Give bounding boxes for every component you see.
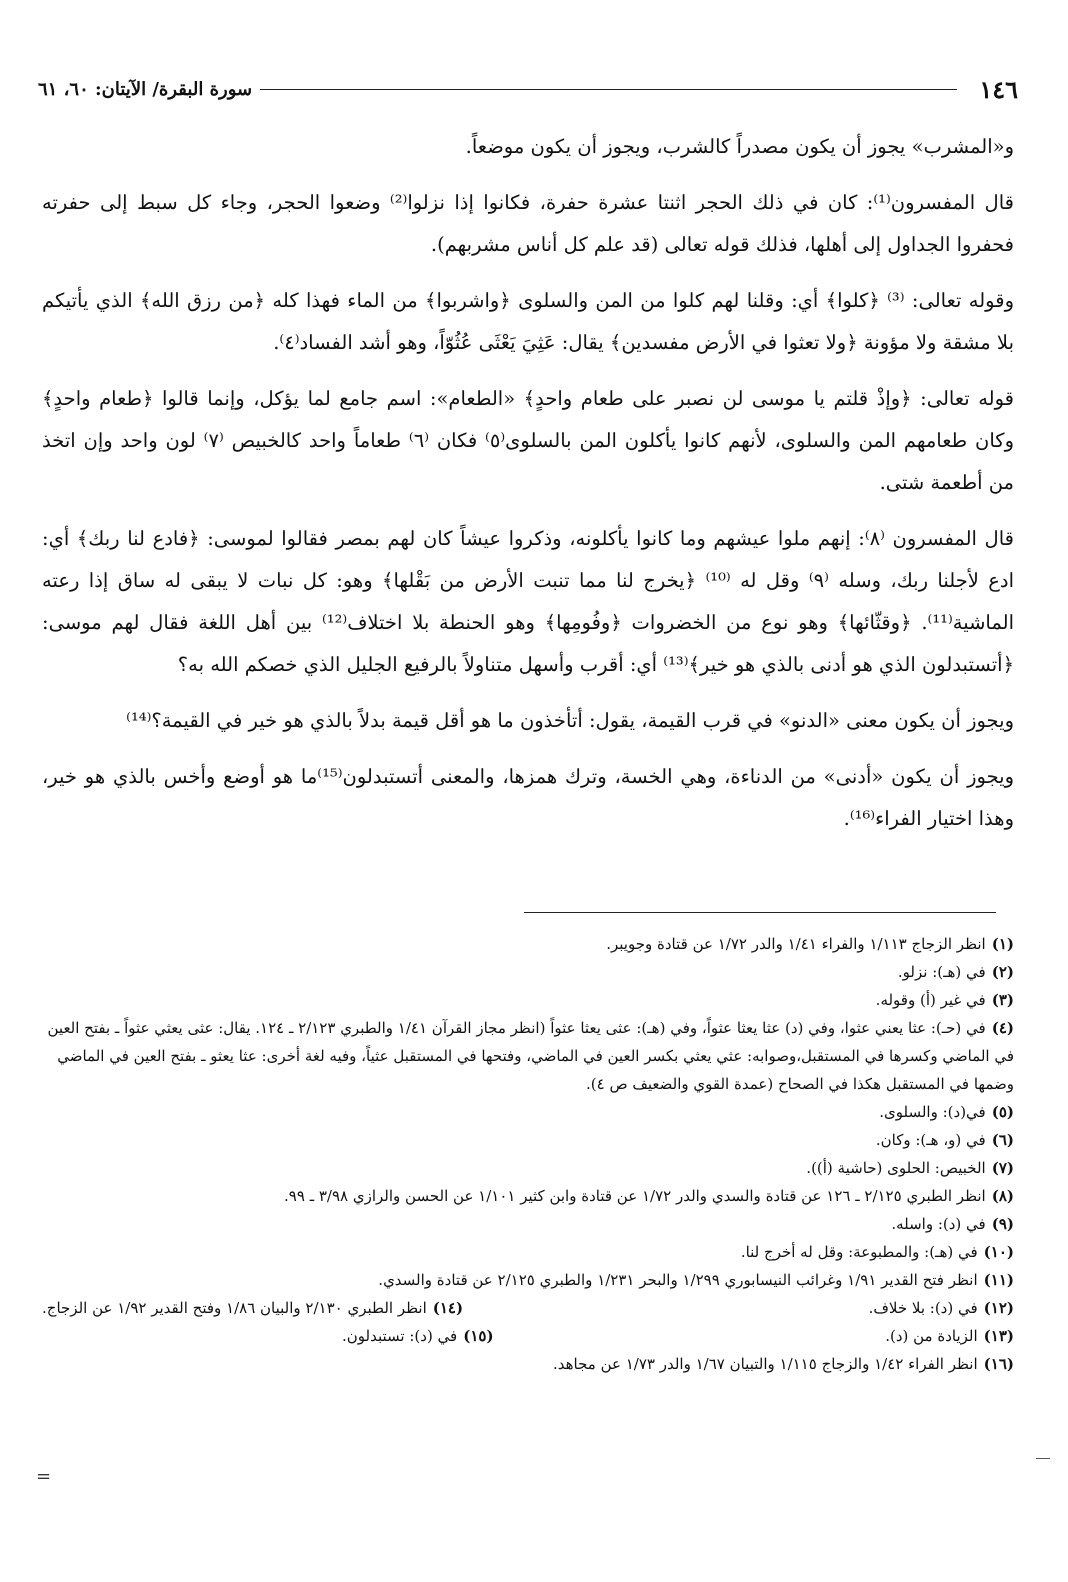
footnote-number: (٢) <box>991 963 1014 981</box>
header-rule <box>260 89 957 90</box>
footnote-separator <box>524 912 996 913</box>
footnote-number: (١) <box>991 935 1014 953</box>
footnote <box>42 986 1014 1014</box>
footnote-number: (٤) <box>991 1019 1014 1037</box>
footnote <box>342 1322 494 1350</box>
footnote-text: في (و، هـ): وكان. <box>875 1131 986 1149</box>
footnote <box>42 958 1014 986</box>
footnote-text: في(د): والسلوى. <box>879 1103 986 1121</box>
footnote <box>42 1210 1014 1238</box>
footnote-number: (٩) <box>991 1215 1014 1233</box>
footnote <box>885 1322 1014 1350</box>
paragraph: وقوله تعالى: ⁽³⁾ ﴿كلوا﴾ أي: وقلنا لهم كلوا من المن والسلوى ﴿واشربوا﴾ من الماء فهذا كله ﴿من رزق الله﴾ الذي يأتيكم بلا مشقة ولا مؤونة ﴿ولا تعثوا في الأرض مفسدين﴾ يقال: عَثِيَ يَعْثَى عُثُوّاً، وهو أشد الفساد⁽٤⁾. <box>42 289 1014 354</box>
footnote-text: انظر الطبري ٢/١٣٠ والبيان ١/٨٦ وفتح القدير ١/٩٢ عن الزجاج. <box>42 1299 427 1317</box>
footnote-text: في (هـ): والمطبوعة: وقل له أخرج لنا. <box>740 1243 978 1261</box>
margin-mark: = <box>36 1466 52 1487</box>
footnote-text: في (د): بلا خلاف. <box>868 1299 978 1317</box>
footnote <box>42 930 1014 958</box>
footnote-number: (٦) <box>991 1131 1014 1149</box>
running-title: سورة البقرة/ الآيتان: ٦٠، ٦١ <box>38 78 253 100</box>
footnote <box>42 1266 1014 1294</box>
footnote <box>869 1294 1014 1322</box>
footnote <box>42 1014 1014 1098</box>
footnote-text: انظر الفراء ١/٤٢ والزجاج ١/١١٥ والتبيان ١/٦٧ والدر ١/٧٣ عن مجاهد. <box>552 1355 978 1373</box>
footnote <box>42 1126 1014 1154</box>
footnote-number: (١٦) <box>983 1355 1014 1373</box>
footnote-number: (٥) <box>991 1103 1014 1121</box>
footnote-text: في (هـ): نزلو. <box>897 963 986 981</box>
main-text <box>42 126 1014 854</box>
footnote-pair <box>42 1322 1014 1350</box>
footnote-number: (١٤) <box>432 1299 464 1317</box>
footnote <box>42 1350 1014 1378</box>
footnote <box>42 1182 1014 1210</box>
paragraph: ويجوز أن يكون «أدنى» من الدناءة، وهي الخسة، وترك همزها، والمعنى أتستبدلون⁽¹⁵⁾ما هو أوضع وأخس بالذي هو خير، وهذا اختيار الفراء⁽¹⁶⁾. <box>42 765 1015 830</box>
footnote-text: انظر الطبري ٢/١٢٥ ـ ١٢٦ عن قتادة والسدي والدر ١/٧٢ عن قتادة وابن كثير ١/١٠١ عن الحسن والرازي ٣/٩٨ ـ ٩٩. <box>284 1187 986 1205</box>
footnote-text: في (د): واسله. <box>891 1215 986 1233</box>
footnote-text: في (د): تستبدلون. <box>342 1327 458 1345</box>
paragraph: قال المفسرون ⁽٨⁾: إنهم ملوا عيشهم وما كانوا يأكلونه، وذكروا عيشاً كان لهم بمصر فقالوا لموسى: ﴿فادع لنا ربك﴾ أي: ادع لأجلنا ربك، وسله ⁽٩⁾ وقل له ⁽¹⁰⁾ ﴿يخرج لنا مما تنبت الأرض من بَقْلها﴾ وهو: كل نبات لا يبقى له ساق إذا رعته الماشية⁽¹¹⁾. ﴿وقثّائها﴾ وهو نوع من الخضروات ﴿وفُومِها﴾ وهو الحنطة بلا اختلاف⁽¹²⁾ بين أهل اللغة فقال لهم موسى: ﴿أتستبدلون الذي هو أدنى بالذي هو خير﴾⁽¹³⁾ أي: أقرب وأسهل متناولاً بالرفيع الجليل الذي خصكم الله به؟ <box>42 527 1015 676</box>
paragraph: قال المفسرون⁽¹⁾: كان في ذلك الحجر اثنتا عشرة حفرة، فكانوا إذا نزلوا⁽²⁾ وضعوا الحجر، وجاء كل سبط إلى حفرته فحفروا الجداول إلى أهلها، فذلك قوله تعالى (قد علم كل أناس مشربهم). <box>42 191 1014 256</box>
footnote-number: (١٣) <box>983 1327 1014 1345</box>
footnote-text: انظر الزجاج ١/١١٣ والفراء ١/٤١ والدر ١/٧٢ عن قتادة وجويبر. <box>606 935 986 953</box>
footnote <box>42 1294 463 1322</box>
footnote-number: (١٠) <box>983 1243 1014 1261</box>
footnotes-list <box>42 930 1014 1378</box>
footnote-number: (٨) <box>991 1187 1014 1205</box>
footnote-text: الزيادة من (د). <box>885 1327 978 1345</box>
running-header <box>38 74 1018 104</box>
footnote-text: انظر فتح القدير ١/٩١ وغرائب النيسابوري ١/٢٩٩ والبحر ١/٢٣١ والطبري ٢/١٢٥ عن قتادة والسدي. <box>378 1271 978 1289</box>
footnote-number: (٣) <box>991 991 1014 1009</box>
paragraph: ويجوز أن يكون معنى «الدنو» في قرب القيمة، يقول: أتأخذون ما هو أقل قيمة بدلاً بالذي هو خير في القيمة؟⁽¹⁴⁾ <box>126 709 1014 732</box>
footnote <box>42 1154 1014 1182</box>
margin-tick <box>1036 1458 1050 1459</box>
footnote-number: (١١) <box>983 1271 1014 1289</box>
paragraph: قوله تعالى: ﴿وإذْ قلتم يا موسى لن نصبر على طعام واحدٍ﴾ «الطعام»: اسم جامع لما يؤكل، وإنما قالوا ﴿طعام واحدٍ﴾ وكان طعامهم المن والسلوى، لأنهم كانوا يأكلون المن بالسلوى⁽٥⁾ فكان ⁽٦⁾ طعاماً واحد كالخبيص ⁽٧⁾ لون واحد وإن اتخذ من أطعمة شتى. <box>42 387 1014 494</box>
footnote-text: الخبيص: الحلوى (حاشية (أ)). <box>806 1159 986 1177</box>
footnote-number: (١٥) <box>463 1327 494 1345</box>
footnote-pair <box>42 1294 1014 1322</box>
footnote <box>42 1098 1014 1126</box>
footnote-number: (٧) <box>991 1159 1014 1177</box>
footnote-number: (١٢) <box>983 1299 1014 1317</box>
paragraph: و«المشرب» يجوز أن يكون مصدراً كالشرب، ويجوز أن يكون موضعاً. <box>465 135 1014 158</box>
footnote-text: في (حـ): عثا يعني عثوا، وفي (د) عثا يعثا عثواً، وفي (هـ): عثى يعثا عثواً (انظر مجاز القرآن ١/٤١ والطبري ٢/١٢٣ ـ ١٢٤. يقال: عثى يعثي عثواً ـ بفتح العين في الماضي وكسرها في المستقبل،وصوابه: عثي يعثي بكسر العين في الماضي، وفتحها في المستقبل عثياً، وفيه لغة أخرى: عثا يعثو ـ بفتح العين في الماضي وضمها في المستقبل هكذا في الصحاح (عمدة القوي والضعيف ص ٤). <box>47 1019 1014 1093</box>
page-number: ١٤٦ <box>979 74 1018 104</box>
footnote <box>42 1238 1014 1266</box>
footnote-text: في غير (أ) وقوله. <box>875 991 986 1009</box>
